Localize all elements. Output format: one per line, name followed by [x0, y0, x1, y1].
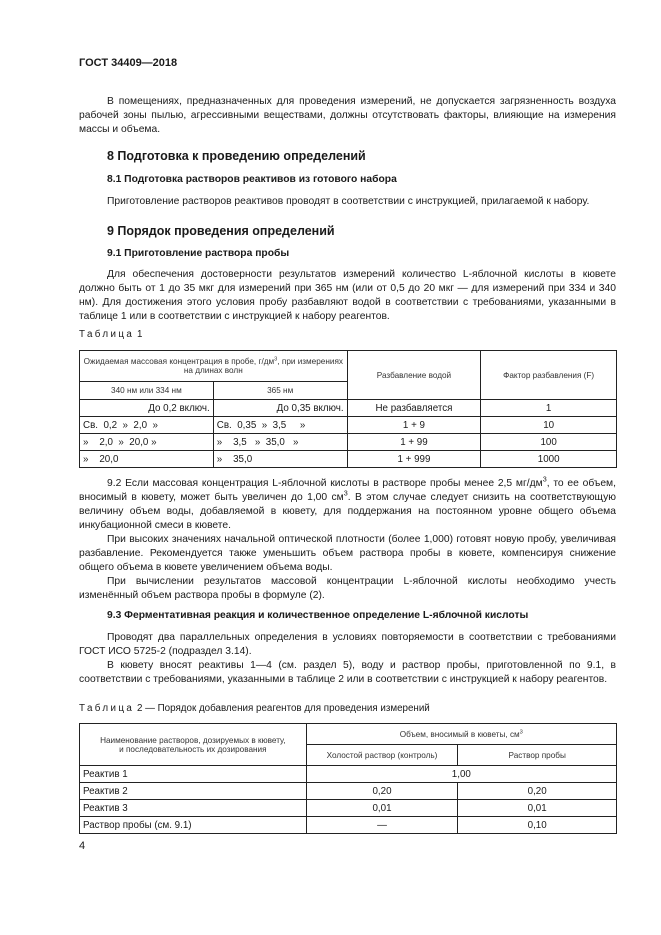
- table-cell: 0,01: [458, 800, 617, 817]
- table-cell: Реактив 3: [80, 800, 307, 817]
- table-2-header-sample: Раствор пробы: [458, 745, 617, 766]
- document-header: ГОСТ 34409—2018: [79, 57, 178, 69]
- table-1-caption-word: Таблица: [79, 329, 135, 340]
- table-2-header-volume-text: Объем, вносимый в кюветы, см: [399, 729, 520, 739]
- superscript: 3: [343, 488, 348, 498]
- table-2-header-volume: [306, 724, 616, 745]
- table-cell: 0,01: [306, 800, 458, 817]
- page-number: 4: [79, 840, 86, 852]
- superscript: 3: [519, 728, 523, 735]
- section-9-2-text: [79, 474, 617, 533]
- table-cell: До 0,35 включ.: [213, 400, 347, 417]
- intro-paragraph: В помещениях, предназначенных для проведения измерений, не допускается загрязненность воздуха рабочей зоны пылью, агрессивными веществами, должны отсутствовать факторы, влияющие на измерения массы и объема.: [79, 96, 616, 135]
- table-row: [80, 417, 617, 434]
- table-cell: 0,20: [458, 783, 617, 800]
- table-row: [80, 434, 617, 451]
- table-2-header-blank: Холостой раствор (контроль): [306, 745, 458, 766]
- table-row: [80, 451, 617, 468]
- table-cell: 1 + 9: [347, 417, 481, 434]
- table-row: [80, 766, 617, 783]
- table-1-header-concentration-text: Ожидаемая массовая концентрация в пробе, г/дм: [83, 357, 275, 366]
- table-row: [80, 817, 617, 834]
- table-cell: 1000: [481, 451, 617, 468]
- section-9-3-paragraph-1: Проводят два параллельных определения в условиях повторяемости в соответствии с требованиями ГОСТ ИСО 5725-2 (подраздел 3.14).: [79, 632, 616, 657]
- section-9-3-paragraph-2: В кювету вносят реактивы 1—4 (см. раздел 5), воду и раствор пробы, приготовленной по 9.1, в соответствии с требованиями, указанными в таблице 2 или в соответствии с инструкцией к набору реагентов.: [79, 660, 616, 685]
- table-cell: —: [306, 817, 458, 834]
- section-9-2-text-part-2: , то ее объем, вносимый в кювету, может быть увеличен до 1,00 см: [79, 478, 616, 503]
- section-9-1-text: Для обеспечения достоверности результатов измерений количество L-яблочной кислоты в кювете должно быть от 1 до 35 мкг для измерений при 365 нм (или от 0,5 до 20 мкг — для измерений при 334 и 340 нм). Для достижения этого условия пробу разбавляют водой в соответствии с требованиями, указанными в таблице 1 или в соответствии с инструкцией к набору реагентов.: [79, 269, 616, 322]
- table-1-caption: [79, 329, 142, 340]
- table-1-header-factor: Фактор разбавления (F): [481, 351, 617, 400]
- table-2-caption: [79, 703, 430, 714]
- superscript: 3: [542, 474, 547, 484]
- section-8-1-text: Приготовление растворов реактивов проводят в соответствии с инструкцией, прилагаемой к набору.: [107, 196, 590, 207]
- table-cell: 1: [481, 400, 617, 417]
- table-cell: Реактив 2: [80, 783, 307, 800]
- table-cell: » 2,0 » 20,0 »: [80, 434, 214, 451]
- table-cell: Реактив 1: [80, 766, 307, 783]
- table-cell: Св. 0,35 » 3,5 »: [213, 417, 347, 434]
- table-1-header-365nm: 365 нм: [213, 382, 347, 400]
- table-1-header-concentration: [80, 351, 348, 382]
- section-8-title: 8 Подготовка к проведению определений: [107, 149, 366, 163]
- table-row: [80, 400, 617, 417]
- table-cell: 0,20: [306, 783, 458, 800]
- calculation-paragraph: При вычислении результатов массовой концентрации L-яблочной кислоты необходимо учесть изменённый объем раствора пробы в формуле (2).: [79, 576, 616, 601]
- table-cell: 10: [481, 417, 617, 434]
- table-2-header-name: Наименование растворов, дозируемых в кювету, и последовательность их дозирования: [80, 724, 307, 766]
- table-cell: 0,10: [458, 817, 617, 834]
- table-cell: До 0,2 включ.: [80, 400, 214, 417]
- table-cell: 100: [481, 434, 617, 451]
- high-density-paragraph: При высоких значениях начальной оптической плотности (более 1,000) готовят новую пробу, увеличивая разбавление. Рекомендуется также уменьшить объем раствора пробы в кювете, компенсируя снижение общего объема в кювете увеличением объема воды.: [79, 534, 616, 573]
- table-1-header-dilution: Разбавление водой: [347, 351, 481, 400]
- section-9-title: 9 Порядок проведения определений: [107, 224, 335, 238]
- table-cell: 1 + 999: [347, 451, 481, 468]
- table-cell: 1 + 99: [347, 434, 481, 451]
- table-cell: » 3,5 » 35,0 »: [213, 434, 347, 451]
- section-9-2-text-part-3: . В этом случае следует снизить на соответствующую величину объем воды, добавляемой в кювету, для поддержания на постоянном уровне общего объема инкубационной смеси в кювете.: [79, 492, 617, 531]
- table-1-header-concentration-text-2: , при измерениях на длинах волн: [183, 357, 343, 375]
- table-2: [79, 723, 617, 834]
- table-1: [79, 350, 617, 468]
- section-9-1-title: 9.1 Приготовление раствора пробы: [107, 248, 290, 259]
- table-2-caption-word: Таблица: [79, 703, 135, 714]
- superscript: 3: [274, 356, 278, 363]
- section-8-1-title: 8.1 Подготовка растворов реактивов из готового набора: [107, 174, 397, 185]
- table-cell: » 20,0: [80, 451, 214, 468]
- table-cell: Раствор пробы (см. 9.1): [80, 817, 307, 834]
- table-1-header-340nm: 340 нм или 334 нм: [80, 382, 214, 400]
- table-row: [80, 783, 617, 800]
- table-cell: Св. 0,2 » 2,0 »: [80, 417, 214, 434]
- table-2-caption-rest: 2 — Порядок добавления реагентов для проведения измерений: [136, 703, 430, 714]
- table-cell: » 35,0: [213, 451, 347, 468]
- table-cell: 1,00: [306, 766, 616, 783]
- table-cell: Не разбавляется: [347, 400, 481, 417]
- table-row: [80, 800, 617, 817]
- section-9-3-title: 9.3 Ферментативная реакция и количественное определение L-яблочной кислоты: [107, 610, 529, 621]
- table-1-caption-number: 1: [136, 329, 143, 340]
- section-9-2-text-part-1: 9.2 Если массовая концентрация L-яблочной кислоты в растворе пробы менее 2,5 мг/дм: [107, 478, 543, 489]
